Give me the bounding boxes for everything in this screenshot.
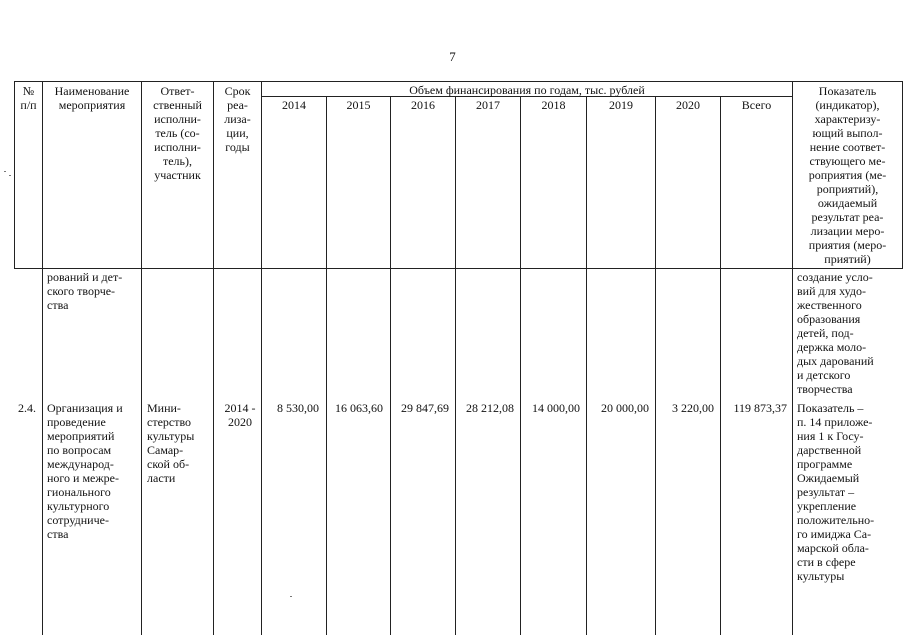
- col-divider: [902, 81, 903, 269]
- row-value-2017: 28 212,08: [466, 401, 514, 415]
- header-year: 2019: [609, 98, 633, 112]
- header-year: 2014: [282, 98, 306, 112]
- col-divider: [261, 81, 262, 635]
- table-top-border: [14, 81, 903, 82]
- header-num: № п/п: [20, 84, 37, 112]
- row-number: 2.4.: [18, 401, 36, 415]
- continued-row-indicator: создание усло- вий для худо- жественного образования детей, под- держка моло- дых дарований и детского творчества: [797, 270, 874, 396]
- row-name: Организация и проведение мероприятий по вопросам международ- ного и межре- гионального культурного сотрудниче- ства: [47, 401, 123, 541]
- row-value-2016: 29 847,69: [401, 401, 449, 415]
- scan-speck: [9, 175, 11, 176]
- header-year: 2018: [541, 98, 566, 112]
- row-value-2015: 16 063,60: [335, 401, 383, 415]
- header-year: 2017: [476, 98, 500, 112]
- header-total: Всего: [741, 98, 772, 112]
- page-number: 7: [449, 49, 456, 64]
- col-divider: [655, 96, 656, 635]
- header-financing: Объем финансирования по годам, тыс. рублей: [409, 83, 645, 97]
- header-year: 2015: [346, 98, 371, 112]
- col-divider: [455, 96, 456, 635]
- scan-speck: [290, 596, 292, 597]
- row-term: 2014 - 2020: [224, 401, 256, 429]
- header-bottom-border: [14, 268, 903, 269]
- header-executor: Ответ- ственный исполни- тель (со- исполни- тель), участник: [153, 84, 202, 182]
- row-value-2020: 3 220,00: [672, 401, 714, 415]
- col-divider: [326, 96, 327, 635]
- row-executor: Мини- стерство культуры Самар- ской об- ласти: [147, 401, 195, 485]
- row-value-2019: 20 000,00: [601, 401, 649, 415]
- col-divider: [213, 81, 214, 635]
- col-divider: [720, 96, 721, 635]
- col-divider: [390, 96, 391, 635]
- header-indicator: Показатель (индикатор), характеризу- ющий выпол- нение соответ- ствующего ме- роприятия (ме- роприятий), ожидаемый результат реа- лизации меро- приятия (меро- приятий): [808, 84, 887, 266]
- col-divider: [520, 96, 521, 635]
- header-year: 2020: [676, 98, 700, 112]
- row-value-total: 119 873,37: [733, 401, 787, 415]
- col-divider: [42, 81, 43, 635]
- header-term: Срок реа- лиза- ции, годы: [224, 84, 251, 154]
- row-indicator: Показатель – п. 14 приложе- ния 1 к Госу- дарственной программе Ожидаемый результат – укрепление положительно- го имиджа Са- марской обла- сти в сфере культуры: [797, 401, 875, 583]
- scan-speck: [4, 171, 6, 172]
- row-value-2014: 8 530,00: [277, 401, 319, 415]
- header-name: Наименование мероприятия: [54, 84, 130, 112]
- continued-row-name: рований и дет- ского творче- ства: [47, 270, 123, 312]
- col-divider: [586, 96, 587, 635]
- header-year: 2016: [411, 98, 435, 112]
- row-value-2018: 14 000,00: [532, 401, 580, 415]
